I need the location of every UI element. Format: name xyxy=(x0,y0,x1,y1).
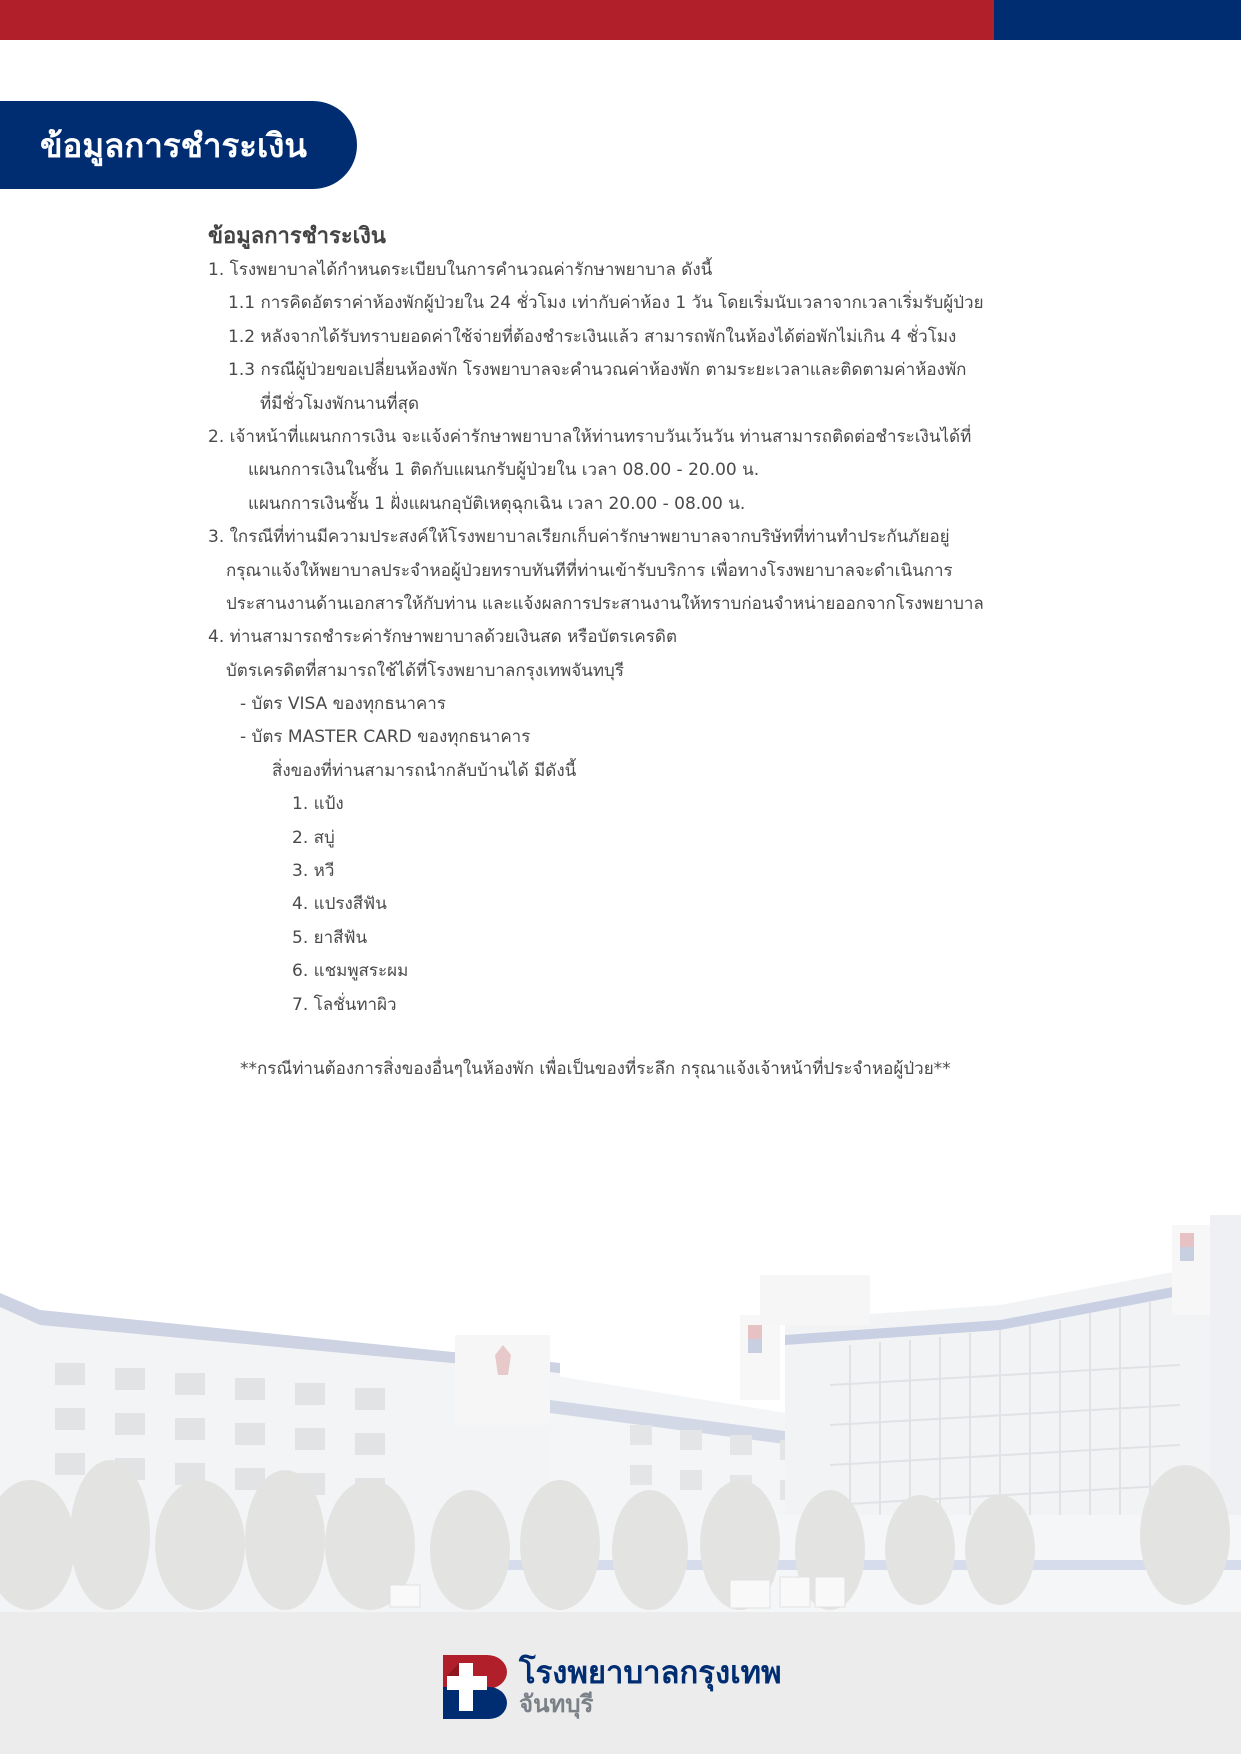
top-bar-navy xyxy=(994,0,1241,40)
list-item: กรุณาแจ้งให้พยาบาลประจำหอผู้ป่วยทราบทันทีที่ท่านเข้ารับบริการ เพื่อทางโรงพยาบาลจะดำเนินการ xyxy=(226,560,953,581)
payment-info-content xyxy=(208,220,1108,1022)
takeaway-item: 4. แปรงสีฟัน xyxy=(292,894,387,915)
takeaway-item: 2. สบู่ xyxy=(292,827,335,848)
logo-text xyxy=(519,1656,782,1718)
list-item: 1.3 กรณีผู้ป่วยขอเปลี่ยนห้องพัก โรงพยาบาลจะคำนวณค่าห้องพัก ตามระยะเวลาและติดตามค่าห้องพัก xyxy=(228,360,967,381)
list-item: สิ่งของที่ท่านสามารถนำกลับบ้านได้ มีดังนี้ xyxy=(272,760,577,781)
list-item: 1.1 การคิดอัตราค่าห้องพักผู้ป่วยใน 24 ชั่วโมง เท่ากับค่าห้อง 1 วัน โดยเริ่มนับเวลาจากเวลาเริ่มรับผู้ป่วย xyxy=(228,293,984,314)
list-item: ประสานงานด้านเอกสารให้กับท่าน และแจ้งผลการประสานงานให้ทราบก่อนจำหน่ายออกจากโรงพยาบาล xyxy=(226,593,984,614)
takeaway-item: 1. แป้ง xyxy=(292,794,344,815)
logo-sub-text: จันทบุรี xyxy=(519,1690,594,1718)
section-heading: ข้อมูลการชำระเงิน xyxy=(208,224,386,249)
list-item: 4. ท่านสามารถชำระค่ารักษาพยาบาลด้วยเงินสด หรือบัตรเครดิต xyxy=(208,627,678,648)
hospital-building-illustration xyxy=(0,1215,1241,1612)
list-item: บัตรเครดิตที่สามารถใช้ได้ที่โรงพยาบาลกรุงเทพจันทบุรี xyxy=(226,660,624,681)
logo-main-text: โรงพยาบาลกรุงเทพ xyxy=(519,1655,782,1691)
takeaway-item: 5. ยาสีฟัน xyxy=(292,927,368,948)
list-item: - บัตร VISA ของทุกธนาคาร xyxy=(240,694,446,715)
list-item: แผนกการเงินชั้น 1 ฝั่งแผนกอุบัติเหตุฉุกเฉิน เวลา 20.00 - 08.00 น. xyxy=(248,493,746,514)
takeaway-item: 7. โลชั่นทาผิว xyxy=(292,994,397,1015)
cross-b-logo-icon xyxy=(443,1655,507,1719)
top-bar-red xyxy=(0,0,994,40)
takeaway-item: 3. หวี xyxy=(292,861,335,882)
list-item: 1. โรงพยาบาลได้กำหนดระเบียบในการคำนวณค่ารักษาพยาบาล ดังนี้ xyxy=(208,260,713,280)
list-item: ที่มีชั่วโมงพักนานที่สุด xyxy=(260,393,420,414)
hospital-logo xyxy=(443,1655,782,1719)
footnote: **กรณีท่านต้องการสิ่งของอื่นๆในห้องพัก เพื่อเป็นของที่ระลึก กรุณาแจ้งเจ้าหน้าที่ประจำหอผู้ป่วย** xyxy=(240,1059,951,1079)
list-item: 1.2 หลังจากได้รับทราบยอดค่าใช้จ่ายที่ต้องชำระเงินแล้ว สามารถพักในห้องได้ต่อพักไม่เกิน 4 ชั่วโมง xyxy=(228,326,957,347)
top-color-bar xyxy=(0,0,1241,40)
list-item: 2. เจ้าหน้าที่แผนกการเงิน จะแจ้งค่ารักษาพยาบาลให้ท่านทราบวันเว้นวัน ท่านสามารถติดต่อชำระเงินได้ที่ xyxy=(208,426,972,447)
takeaway-item: 6. แชมพูสระผม xyxy=(292,961,409,982)
list-item: 3. ใกรณีที่ท่านมีความประสงค์ให้โรงพยาบาลเรียกเก็บค่ารักษาพยาบาลจากบริษัทที่ท่านทำประกันภัยอยู่ xyxy=(208,527,950,548)
page-title: ข้อมูลการชำระเงิน xyxy=(0,101,357,189)
list-item: แผนกการเงินในชั้น 1 ติดกับแผนกรับผู้ป่วยใน เวลา 08.00 - 20.00 น. xyxy=(248,460,760,481)
list-item: - บัตร MASTER CARD ของทุกธนาคาร xyxy=(240,727,531,748)
